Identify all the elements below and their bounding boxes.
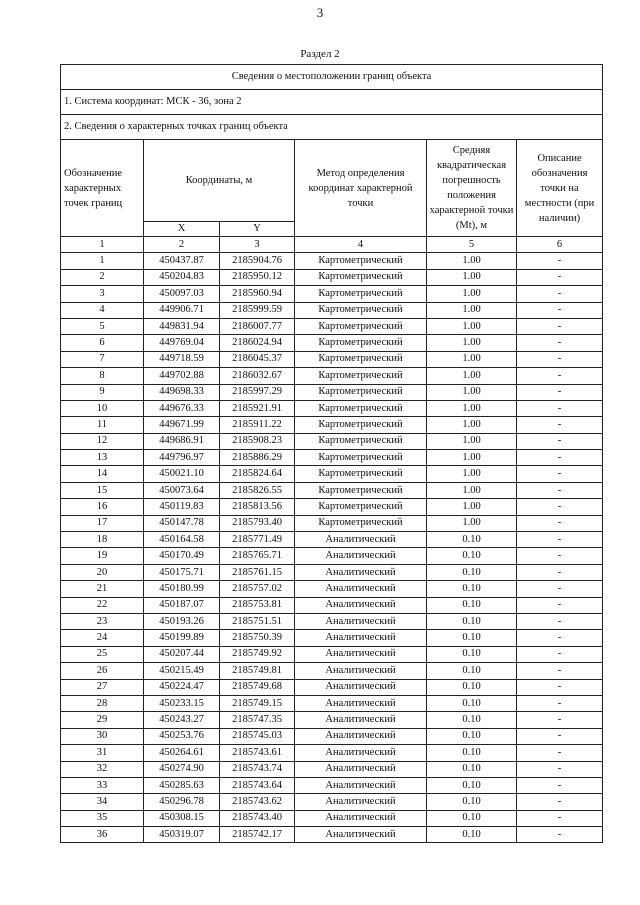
description-cell: - xyxy=(517,564,603,580)
coord-y: 2185749.15 xyxy=(220,695,295,711)
point-number: 33 xyxy=(61,777,144,793)
method-cell: Аналитический xyxy=(295,712,427,728)
error-cell: 0.10 xyxy=(427,745,517,761)
coord-y: 2186032.67 xyxy=(220,368,295,384)
error-cell: 0.10 xyxy=(427,679,517,695)
method-cell: Аналитический xyxy=(295,597,427,613)
coord-y: 2185908.23 xyxy=(220,433,295,449)
coord-y: 2185950.12 xyxy=(220,269,295,285)
error-cell: 1.00 xyxy=(427,318,517,334)
description-cell: - xyxy=(517,777,603,793)
method-cell: Картометрический xyxy=(295,269,427,285)
table-row xyxy=(61,695,603,711)
error-cell: 1.00 xyxy=(427,368,517,384)
coord-y: 2186024.94 xyxy=(220,335,295,351)
description-cell: - xyxy=(517,663,603,679)
coord-x: 449718.59 xyxy=(144,351,220,367)
coord-y: 2185745.03 xyxy=(220,728,295,744)
header-y: Y xyxy=(220,222,295,237)
description-cell: - xyxy=(517,466,603,482)
coord-x: 450308.15 xyxy=(144,810,220,826)
error-cell: 0.10 xyxy=(427,630,517,646)
column-number: 5 xyxy=(427,237,517,253)
point-number: 20 xyxy=(61,564,144,580)
coord-x: 449769.04 xyxy=(144,335,220,351)
header-error: Средняя квадратическая погрешность положения характерной точки (Mt), м xyxy=(427,140,517,237)
method-cell: Картометрический xyxy=(295,318,427,334)
method-cell: Аналитический xyxy=(295,581,427,597)
description-cell: - xyxy=(517,335,603,351)
error-cell: 1.00 xyxy=(427,384,517,400)
method-cell: Аналитический xyxy=(295,532,427,548)
error-cell: 1.00 xyxy=(427,302,517,318)
coord-x: 450199.89 xyxy=(144,630,220,646)
point-number: 11 xyxy=(61,417,144,433)
point-number: 18 xyxy=(61,532,144,548)
error-cell: 0.10 xyxy=(427,548,517,564)
coord-x: 449698.33 xyxy=(144,384,220,400)
point-number: 36 xyxy=(61,827,144,843)
table-row xyxy=(61,450,603,466)
description-cell: - xyxy=(517,433,603,449)
method-cell: Картометрический xyxy=(295,253,427,269)
table-row xyxy=(61,515,603,531)
method-cell: Картометрический xyxy=(295,466,427,482)
description-cell: - xyxy=(517,630,603,646)
table-row xyxy=(61,351,603,367)
page-number: 3 xyxy=(316,5,324,20)
coord-y: 2185743.64 xyxy=(220,777,295,793)
coord-x: 450187.07 xyxy=(144,597,220,613)
point-number: 21 xyxy=(61,581,144,597)
coord-x: 450253.76 xyxy=(144,728,220,744)
coord-x: 450073.64 xyxy=(144,482,220,498)
point-number: 27 xyxy=(61,679,144,695)
coord-x: 449796.97 xyxy=(144,450,220,466)
header-method: Метод определения координат характерной точки xyxy=(295,140,427,237)
description-cell: - xyxy=(517,532,603,548)
error-cell: 0.10 xyxy=(427,794,517,810)
coord-y: 2185749.68 xyxy=(220,679,295,695)
description-cell: - xyxy=(517,286,603,302)
coord-y: 2185813.56 xyxy=(220,499,295,515)
error-cell: 1.00 xyxy=(427,433,517,449)
coord-x: 449686.91 xyxy=(144,433,220,449)
table-row xyxy=(61,777,603,793)
method-cell: Аналитический xyxy=(295,745,427,761)
error-cell: 0.10 xyxy=(427,613,517,629)
coord-x: 450180.99 xyxy=(144,581,220,597)
method-cell: Картометрический xyxy=(295,335,427,351)
boundary-points-table xyxy=(60,64,603,843)
description-cell: - xyxy=(517,368,603,384)
method-cell: Картометрический xyxy=(295,450,427,466)
point-number: 19 xyxy=(61,548,144,564)
method-cell: Картометрический xyxy=(295,515,427,531)
description-cell: - xyxy=(517,646,603,662)
point-number: 12 xyxy=(61,433,144,449)
column-number: 3 xyxy=(220,237,295,253)
column-number: 2 xyxy=(144,237,220,253)
coord-x: 450207.44 xyxy=(144,646,220,662)
table-row xyxy=(61,794,603,810)
description-cell: - xyxy=(517,728,603,744)
table-row xyxy=(61,712,603,728)
error-cell: 1.00 xyxy=(427,286,517,302)
error-cell: 1.00 xyxy=(427,450,517,466)
coord-x: 449702.88 xyxy=(144,368,220,384)
table-row xyxy=(61,482,603,498)
coord-y: 2185747.35 xyxy=(220,712,295,728)
description-cell: - xyxy=(517,613,603,629)
coord-y: 2185753.81 xyxy=(220,597,295,613)
coord-x: 450164.58 xyxy=(144,532,220,548)
coord-y: 2185824.64 xyxy=(220,466,295,482)
error-cell: 1.00 xyxy=(427,335,517,351)
error-cell: 0.10 xyxy=(427,646,517,662)
coord-x: 449676.33 xyxy=(144,400,220,416)
header-designation: Обозначение характерных точек границ xyxy=(61,140,144,237)
coord-y: 2186007.77 xyxy=(220,318,295,334)
table-row xyxy=(61,761,603,777)
method-cell: Аналитический xyxy=(295,564,427,580)
method-cell: Картометрический xyxy=(295,433,427,449)
method-cell: Картометрический xyxy=(295,482,427,498)
table-row xyxy=(61,302,603,318)
method-cell: Картометрический xyxy=(295,499,427,515)
coord-y: 2185997.29 xyxy=(220,384,295,400)
method-cell: Картометрический xyxy=(295,286,427,302)
table-row xyxy=(61,253,603,269)
point-number: 17 xyxy=(61,515,144,531)
coord-y: 2185771.49 xyxy=(220,532,295,548)
point-number: 24 xyxy=(61,630,144,646)
method-cell: Аналитический xyxy=(295,777,427,793)
point-number: 3 xyxy=(61,286,144,302)
table-row xyxy=(61,827,603,843)
coord-x: 449906.71 xyxy=(144,302,220,318)
error-cell: 1.00 xyxy=(427,417,517,433)
point-number: 4 xyxy=(61,302,144,318)
method-cell: Картометрический xyxy=(295,417,427,433)
method-cell: Аналитический xyxy=(295,827,427,843)
coord-y: 2185904.76 xyxy=(220,253,295,269)
table-row xyxy=(61,433,603,449)
table-row xyxy=(61,745,603,761)
method-cell: Аналитический xyxy=(295,761,427,777)
table-row xyxy=(61,581,603,597)
method-cell: Аналитический xyxy=(295,794,427,810)
coord-y: 2185749.81 xyxy=(220,663,295,679)
error-cell: 0.10 xyxy=(427,581,517,597)
column-number: 6 xyxy=(517,237,603,253)
coord-x: 450097.03 xyxy=(144,286,220,302)
description-cell: - xyxy=(517,253,603,269)
coord-y: 2185765.71 xyxy=(220,548,295,564)
table-title: Сведения о местоположении границ объекта xyxy=(61,65,603,90)
description-cell: - xyxy=(517,482,603,498)
point-number: 35 xyxy=(61,810,144,826)
table-row xyxy=(61,532,603,548)
description-cell: - xyxy=(517,302,603,318)
point-number: 28 xyxy=(61,695,144,711)
point-number: 13 xyxy=(61,450,144,466)
description-cell: - xyxy=(517,581,603,597)
coord-x: 450215.49 xyxy=(144,663,220,679)
coord-x: 450274.90 xyxy=(144,761,220,777)
error-cell: 1.00 xyxy=(427,466,517,482)
coord-x: 450021.10 xyxy=(144,466,220,482)
table-row xyxy=(61,335,603,351)
point-number: 14 xyxy=(61,466,144,482)
description-cell: - xyxy=(517,695,603,711)
description-cell: - xyxy=(517,515,603,531)
section-title: Раздел 2 xyxy=(300,48,340,60)
description-cell: - xyxy=(517,400,603,416)
table-row xyxy=(61,646,603,662)
table-row xyxy=(61,810,603,826)
table-row xyxy=(61,384,603,400)
table-row xyxy=(61,466,603,482)
description-cell: - xyxy=(517,499,603,515)
method-cell: Картометрический xyxy=(295,368,427,384)
error-cell: 1.00 xyxy=(427,400,517,416)
description-cell: - xyxy=(517,712,603,728)
coord-x: 450170.49 xyxy=(144,548,220,564)
error-cell: 0.10 xyxy=(427,663,517,679)
table-row xyxy=(61,499,603,515)
description-cell: - xyxy=(517,351,603,367)
description-cell: - xyxy=(517,450,603,466)
table-row xyxy=(61,728,603,744)
point-number: 5 xyxy=(61,318,144,334)
table-row xyxy=(61,286,603,302)
point-number: 30 xyxy=(61,728,144,744)
error-cell: 1.00 xyxy=(427,351,517,367)
table-row xyxy=(61,564,603,580)
point-number: 7 xyxy=(61,351,144,367)
table-row xyxy=(61,679,603,695)
description-cell: - xyxy=(517,761,603,777)
coord-x: 450296.78 xyxy=(144,794,220,810)
method-cell: Аналитический xyxy=(295,613,427,629)
coord-y: 2185886.29 xyxy=(220,450,295,466)
point-number: 25 xyxy=(61,646,144,662)
point-number: 10 xyxy=(61,400,144,416)
header-x: X xyxy=(144,222,220,237)
coord-x: 450243.27 xyxy=(144,712,220,728)
description-cell: - xyxy=(517,794,603,810)
point-number: 34 xyxy=(61,794,144,810)
coord-x: 450204.83 xyxy=(144,269,220,285)
coord-y: 2185911.22 xyxy=(220,417,295,433)
method-cell: Аналитический xyxy=(295,646,427,662)
coord-x: 450193.26 xyxy=(144,613,220,629)
error-cell: 1.00 xyxy=(427,253,517,269)
coord-y: 2185761.15 xyxy=(220,564,295,580)
table-row xyxy=(61,597,603,613)
error-cell: 0.10 xyxy=(427,712,517,728)
table-row xyxy=(61,630,603,646)
error-cell: 0.10 xyxy=(427,827,517,843)
method-cell: Аналитический xyxy=(295,810,427,826)
coord-x: 450285.63 xyxy=(144,777,220,793)
coord-x: 450119.83 xyxy=(144,499,220,515)
point-number: 26 xyxy=(61,663,144,679)
method-cell: Картометрический xyxy=(295,351,427,367)
error-cell: 0.10 xyxy=(427,695,517,711)
point-number: 9 xyxy=(61,384,144,400)
coord-x: 450437.87 xyxy=(144,253,220,269)
point-number: 22 xyxy=(61,597,144,613)
table-row xyxy=(61,400,603,416)
table-row xyxy=(61,548,603,564)
point-number: 15 xyxy=(61,482,144,498)
coord-x: 449671.99 xyxy=(144,417,220,433)
method-cell: Аналитический xyxy=(295,695,427,711)
coord-y: 2185743.61 xyxy=(220,745,295,761)
error-cell: 0.10 xyxy=(427,728,517,744)
method-cell: Картометрический xyxy=(295,400,427,416)
coord-y: 2185757.02 xyxy=(220,581,295,597)
description-cell: - xyxy=(517,318,603,334)
point-number: 31 xyxy=(61,745,144,761)
error-cell: 0.10 xyxy=(427,810,517,826)
error-cell: 1.00 xyxy=(427,515,517,531)
method-cell: Картометрический xyxy=(295,384,427,400)
table-row xyxy=(61,417,603,433)
table-row xyxy=(61,318,603,334)
coord-x: 450264.61 xyxy=(144,745,220,761)
coord-y: 2185921.91 xyxy=(220,400,295,416)
table-row xyxy=(61,269,603,285)
coord-y: 2185999.59 xyxy=(220,302,295,318)
error-cell: 0.10 xyxy=(427,532,517,548)
coord-system: 1. Система координат: МСК - 36, зона 2 xyxy=(61,90,603,115)
error-cell: 1.00 xyxy=(427,499,517,515)
coord-x: 450175.71 xyxy=(144,564,220,580)
point-number: 16 xyxy=(61,499,144,515)
description-cell: - xyxy=(517,548,603,564)
description-cell: - xyxy=(517,597,603,613)
error-cell: 1.00 xyxy=(427,269,517,285)
description-cell: - xyxy=(517,417,603,433)
method-cell: Аналитический xyxy=(295,679,427,695)
coord-y: 2185750.39 xyxy=(220,630,295,646)
coord-y: 2185743.40 xyxy=(220,810,295,826)
point-number: 2 xyxy=(61,269,144,285)
coord-y: 2185826.55 xyxy=(220,482,295,498)
point-number: 23 xyxy=(61,613,144,629)
header-coordinates: Координаты, м xyxy=(144,140,295,222)
coord-y: 2186045.37 xyxy=(220,351,295,367)
description-cell: - xyxy=(517,810,603,826)
coord-y: 2185960.94 xyxy=(220,286,295,302)
coord-y: 2185793.40 xyxy=(220,515,295,531)
method-cell: Картометрический xyxy=(295,302,427,318)
coord-x: 450147.78 xyxy=(144,515,220,531)
column-number: 1 xyxy=(61,237,144,253)
coord-x: 450224.47 xyxy=(144,679,220,695)
method-cell: Аналитический xyxy=(295,663,427,679)
error-cell: 0.10 xyxy=(427,761,517,777)
error-cell: 1.00 xyxy=(427,482,517,498)
coord-y: 2185743.74 xyxy=(220,761,295,777)
coord-x: 449831.94 xyxy=(144,318,220,334)
column-number: 4 xyxy=(295,237,427,253)
description-cell: - xyxy=(517,679,603,695)
point-number: 1 xyxy=(61,253,144,269)
coord-x: 450233.15 xyxy=(144,695,220,711)
coord-x: 450319.07 xyxy=(144,827,220,843)
description-cell: - xyxy=(517,745,603,761)
method-cell: Аналитический xyxy=(295,728,427,744)
point-number: 32 xyxy=(61,761,144,777)
table-row xyxy=(61,613,603,629)
coord-y: 2185743.62 xyxy=(220,794,295,810)
description-cell: - xyxy=(517,384,603,400)
header-description: Описание обозначения точки на местности (при наличии) xyxy=(517,140,603,237)
error-cell: 0.10 xyxy=(427,597,517,613)
error-cell: 0.10 xyxy=(427,564,517,580)
table-row xyxy=(61,663,603,679)
method-cell: Аналитический xyxy=(295,548,427,564)
point-number: 8 xyxy=(61,368,144,384)
description-cell: - xyxy=(517,827,603,843)
points-heading: 2. Сведения о характерных точках границ объекта xyxy=(61,115,603,140)
method-cell: Аналитический xyxy=(295,630,427,646)
point-number: 29 xyxy=(61,712,144,728)
coord-y: 2185742.17 xyxy=(220,827,295,843)
coord-y: 2185751.51 xyxy=(220,613,295,629)
description-cell: - xyxy=(517,269,603,285)
coord-y: 2185749.92 xyxy=(220,646,295,662)
table-row xyxy=(61,368,603,384)
error-cell: 0.10 xyxy=(427,777,517,793)
point-number: 6 xyxy=(61,335,144,351)
